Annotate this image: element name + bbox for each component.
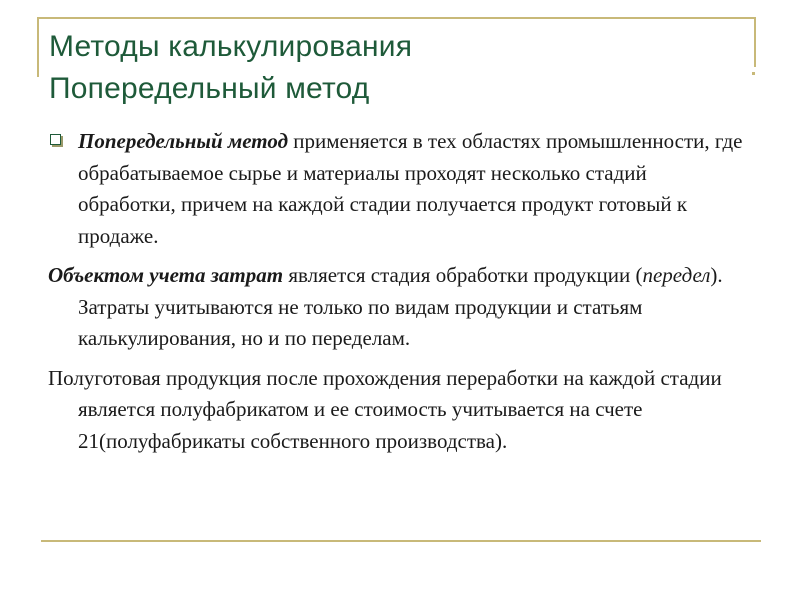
slide-title-line-1: Методы калькулирования bbox=[49, 30, 413, 63]
cost-object-italic-term: передел bbox=[642, 263, 711, 287]
paragraph-method-definition bbox=[48, 126, 748, 252]
cost-object-term: Объектом учета затрат bbox=[48, 263, 284, 287]
cost-object-text-after: ). Затраты учитываются не только по видам продукции и статьям калькулирования, но и по переделам. bbox=[78, 263, 723, 350]
cost-object-text-before: является стадия обработки продукции ( bbox=[283, 263, 643, 287]
paragraph-cost-object bbox=[48, 260, 748, 355]
slide-title bbox=[49, 26, 412, 110]
slide-body bbox=[48, 126, 748, 457]
title-frame-dot bbox=[752, 72, 755, 75]
hollow-square-bullet-icon bbox=[50, 134, 61, 145]
method-term: Попередельный метод bbox=[78, 129, 289, 153]
paragraph-semi-finished bbox=[48, 363, 748, 458]
title-frame-top bbox=[37, 17, 756, 19]
semi-finished-text: Полуготовая продукция после прохождения переработки на каждой стадии является полуфабрикатом и ее стоимость учитывается на счете 21(полуфабрикаты собственного производства). bbox=[48, 365, 722, 453]
title-frame-right bbox=[754, 17, 756, 67]
bottom-rule bbox=[41, 540, 761, 542]
title-frame-left bbox=[37, 17, 39, 77]
method-description: применяется в тех областях промышленности, где обрабатываемое сырье и материалы проходят несколько стадий обработки, причем на каждой стадии получается продукт готовый к продаже. bbox=[78, 129, 743, 248]
slide-title-line-2: Попередельный метод bbox=[49, 72, 370, 105]
